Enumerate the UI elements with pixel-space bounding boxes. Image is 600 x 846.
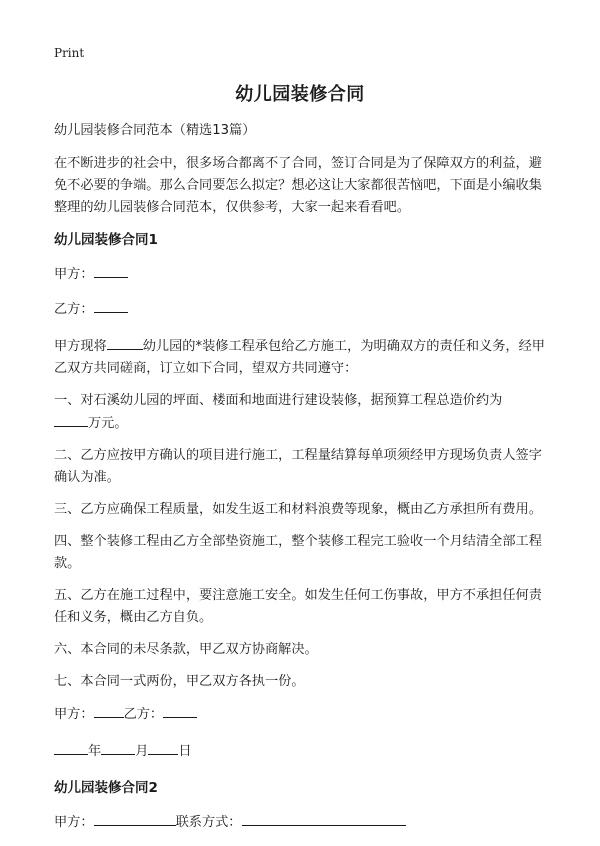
clause1-end: 万元。 <box>88 416 128 431</box>
contract1-heading: 幼儿园装修合同1 <box>54 232 158 248</box>
contact-label: 联系方式： <box>175 815 242 830</box>
intro-paragraph: 在不断进步的社会中，很多场合都离不了合同，签订合同是为了保障双方的利益，避免不必要的争端。那么合同要怎么拟定？想必这让大家都很苦恼吧，下面是小编收集整理的幼儿园装修合同范本，仅供参考，大家一起来看看吧。 <box>54 156 542 215</box>
sign-party-a-label: 甲方： <box>54 707 94 722</box>
date-year: 年 <box>88 744 102 759</box>
blank-line <box>242 811 406 826</box>
contract1-clause-5: 五、乙方在施工过程中，要注意施工安全。如发生任何工伤事故，甲方不承担任何责任和义务，概由乙方自负。 <box>54 588 542 625</box>
preamble-rest: 幼儿园的*装修工程承包给乙方施工，为明确双方的责任和义务，经甲乙双方共同磋商，订立如下合同，望双方共同遵守： <box>54 339 545 376</box>
preamble-start: 甲方现将 <box>54 339 107 354</box>
date-day: 日 <box>178 744 192 759</box>
contract1-clause-6: 六、本合同的未尽条款，甲乙双方协商解决。 <box>54 642 318 657</box>
blank-line <box>107 335 143 350</box>
blank-line <box>94 703 124 718</box>
sign-party-b-label: 乙方： <box>123 707 164 722</box>
contract1-clause-1 <box>54 390 554 435</box>
contract1-clause-4: 四、整个装修工程由乙方全部垫资施工，整个装修工程完工验收一个月结清全部工程款。 <box>54 534 542 571</box>
contract2-heading: 幼儿园装修合同2 <box>54 780 158 796</box>
clause1-start: 一、对石溪幼儿园的坪面、楼面和地面进行建设装修，据预算工程总造价约为 <box>54 393 503 408</box>
blank-line <box>101 740 135 755</box>
contract1-date <box>54 740 554 763</box>
contract1-signatures <box>54 703 554 726</box>
blank-line <box>94 263 128 278</box>
document-subtitle: 幼儿园装修合同范本（精选13篇） <box>54 123 256 138</box>
blank-line <box>54 740 88 755</box>
contract1-clause-7: 七、本合同一式两份，甲乙双方各执一份。 <box>54 674 305 689</box>
party-a-label: 甲方： <box>54 815 94 830</box>
blank-line <box>163 703 197 718</box>
document-title: 幼儿园装修合同 <box>235 84 365 105</box>
blank-line <box>148 740 178 755</box>
contract1-preamble <box>54 335 554 380</box>
party-a-label: 甲方： <box>54 267 94 282</box>
party-b-label: 乙方： <box>54 302 94 317</box>
contract1-party-a <box>54 263 554 286</box>
blank-line <box>94 811 176 826</box>
contract1-clause-2: 二、乙方应按甲方确认的项目进行施工，工程量结算每单项须经甲方现场负责人签字确认为准。 <box>54 448 542 485</box>
date-month: 月 <box>135 744 149 759</box>
blank-line <box>94 298 128 313</box>
contract1-clause-3: 三、乙方应确保工程质量，如发生返工和材料浪费等现象，概由乙方承担所有费用。 <box>54 502 542 517</box>
blank-line <box>54 412 88 427</box>
contract2-party-a <box>54 811 554 834</box>
document-body <box>54 120 554 846</box>
print-link[interactable]: Print <box>54 46 85 60</box>
contract1-party-b <box>54 298 554 321</box>
